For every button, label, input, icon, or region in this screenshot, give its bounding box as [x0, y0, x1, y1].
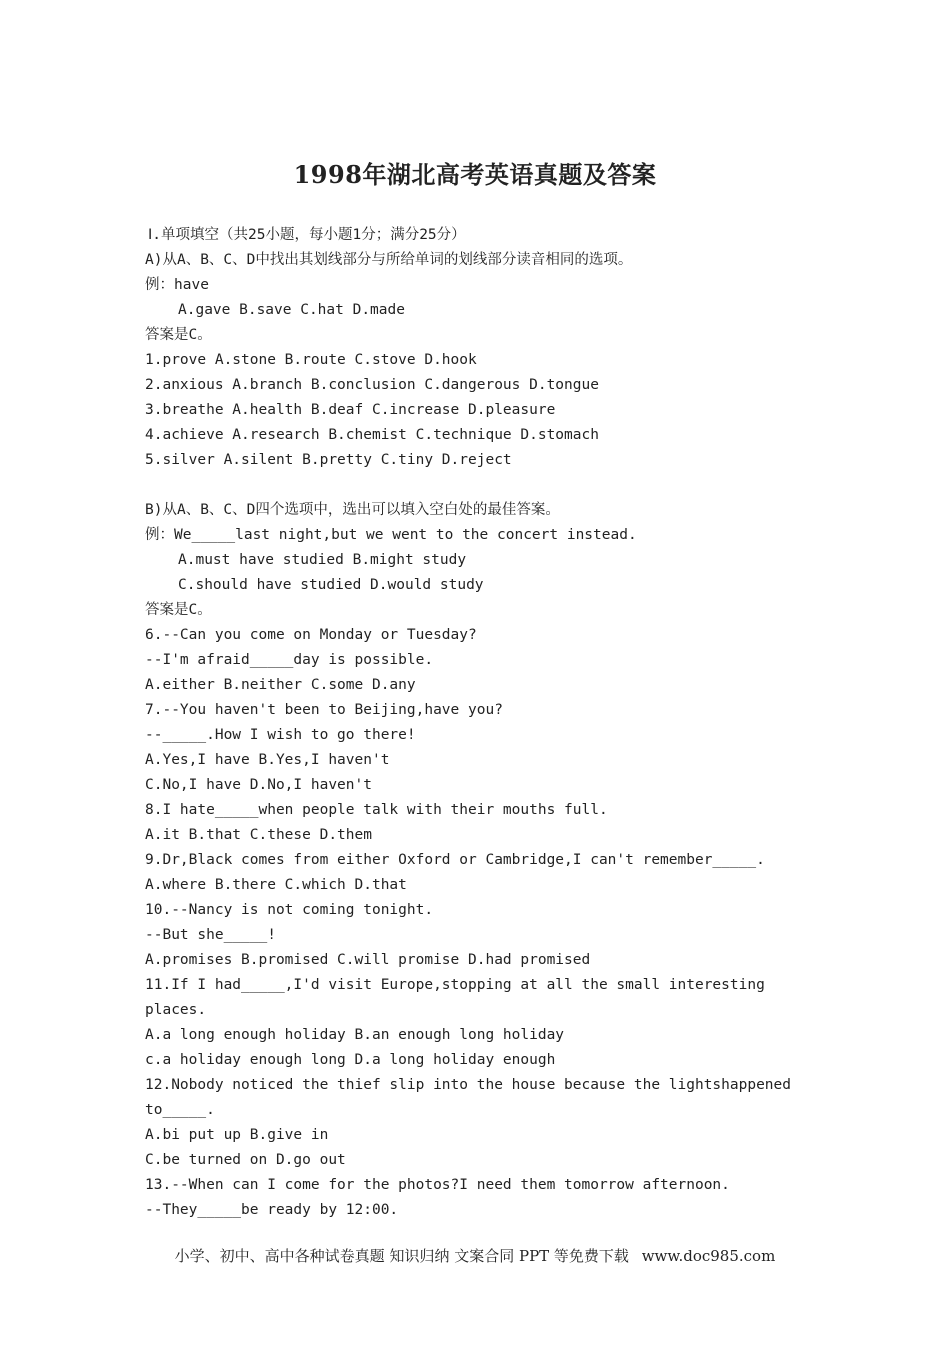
part-b-instruction: B)从A、B、C、D四个选项中，选出可以填入空白处的最佳答案。: [145, 502, 560, 518]
footer-text: 小学、初中、高中各种试卷真题 知识归纳 文案合同 PPT 等免费下载: [174, 1247, 629, 1265]
question-line: 3.breathe A.health B.deaf C.increase D.pleasure: [145, 402, 556, 418]
question-line: 6.--Can you come on Monday or Tuesday?: [145, 627, 477, 643]
page-title: 1998年湖北高考英语真题及答案: [293, 160, 657, 189]
question-line: 12.Nobody noticed the thief slip into the house because the lightshappened: [145, 1077, 792, 1093]
question-line: 2.anxious A.branch B.conclusion C.dangerous D.tongue: [145, 377, 599, 393]
question-line: --_____.How I wish to go there!: [145, 727, 416, 743]
question-line: A.it B.that C.these D.them: [145, 827, 372, 843]
part-a-example-answer: 答案是C。: [145, 327, 212, 343]
question-line: c.a holiday enough long D.a long holiday enough: [145, 1052, 556, 1068]
question-line: C.No,I have D.No,I haven't: [145, 777, 372, 793]
part-a-instruction: A)从A、B、C、D中找出其划线部分与所给单词的划线部分读音相同的选项。: [145, 252, 633, 268]
page-footer: [0, 1245, 950, 1266]
part-b-example-options: A.must have studied B.might study: [178, 552, 467, 568]
question-line: 1.prove A.stone B.route C.stove D.hook: [145, 352, 477, 368]
question-line: 5.silver A.silent B.pretty C.tiny D.reject: [145, 452, 512, 468]
question-line: A.where B.there C.which D.that: [145, 877, 407, 893]
question-line: A.Yes,I have B.Yes,I haven't: [145, 752, 390, 768]
question-line: A.either B.neither C.some D.any: [145, 677, 416, 693]
question-line: 9.Dr,Black comes from either Oxford or Cambridge,I can't remember_____.: [145, 852, 765, 868]
question-line: places.: [145, 1002, 207, 1018]
part-b-example-options: C.should have studied D.would study: [178, 577, 484, 593]
question-line: 7.--You haven't been to Beijing,have you?: [145, 702, 503, 718]
question-line: A.a long enough holiday B.an enough long holiday: [145, 1027, 565, 1043]
section-heading: Ⅰ.单项填空（共25小题，每小题1分；满分25分）: [148, 227, 466, 243]
question-line: to_____.: [145, 1102, 215, 1118]
question-line: --But she_____!: [145, 927, 276, 943]
part-b-example-answer: 答案是C。: [145, 602, 212, 618]
question-line: 8.I hate_____when people talk with their mouths full.: [145, 802, 608, 818]
question-line: --They_____be ready by 12:00.: [145, 1202, 399, 1218]
question-line: C.be turned on D.go out: [145, 1152, 346, 1168]
question-line: 13.--When can I come for the photos?I need them tomorrow afternoon.: [145, 1177, 730, 1193]
part-a-example-word: 例：have: [145, 277, 209, 293]
exam-content: [145, 223, 792, 1223]
question-line: 10.--Nancy is not coming tonight.: [145, 902, 434, 918]
paragraph-spacer: [145, 473, 785, 498]
question-line: A.promises B.promised C.will promise D.had promised: [145, 952, 591, 968]
question-line: 11.If I had_____,I'd visit Europe,stopping at all the small interesting: [145, 977, 765, 993]
part-a-example-options: A.gave B.save C.hat D.made: [178, 302, 405, 318]
footer-link[interactable]: www.doc985.com: [641, 1247, 776, 1265]
part-b-example-sentence: 例：We_____last night,but we went to the concert instead.: [145, 527, 637, 543]
question-line: 4.achieve A.research B.chemist C.technique D.stomach: [145, 427, 599, 443]
question-line: A.bi put up B.give in: [145, 1127, 329, 1143]
question-line: --I'm afraid_____day is possible.: [145, 652, 434, 668]
